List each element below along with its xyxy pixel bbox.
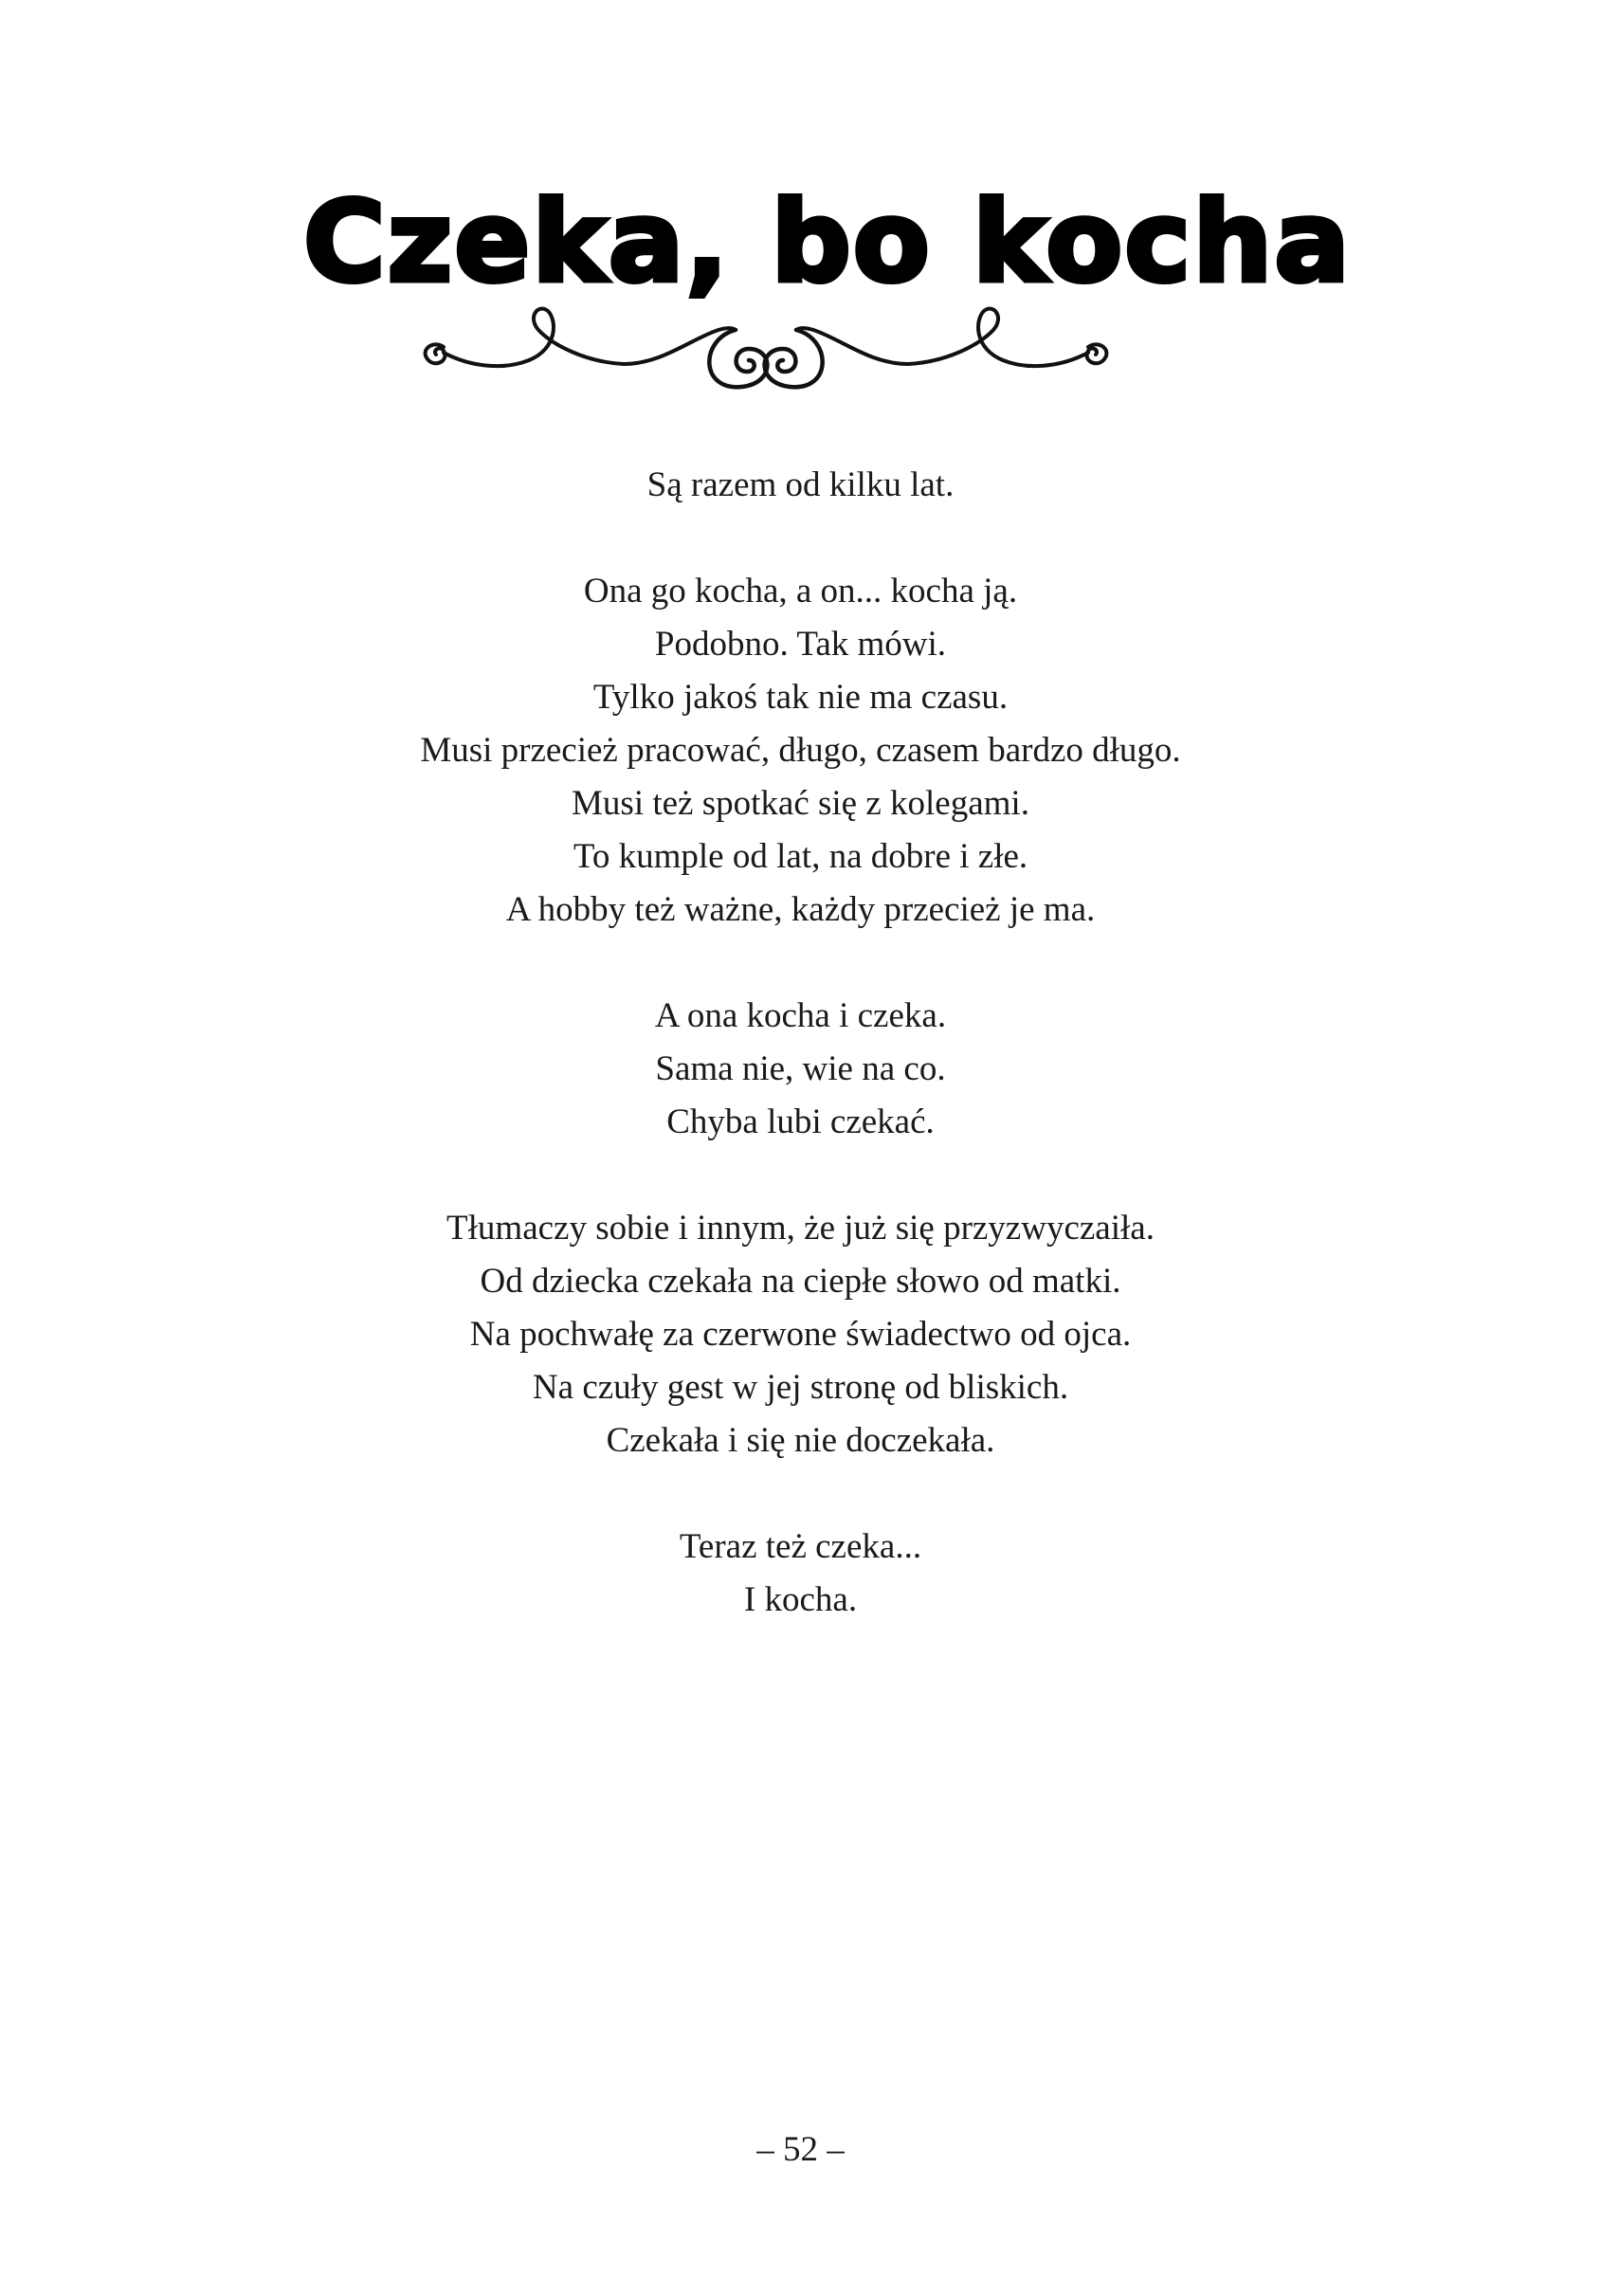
flourish-divider-icon (415, 301, 1117, 396)
poem-line: Sama nie, wie na co. (655, 1049, 946, 1088)
poem-line: Od dziecka czekała na ciepłe słowo od matki. (480, 1262, 1121, 1301)
poem-line: Na pochwałę za czerwone świadectwo od ojca. (469, 1315, 1132, 1354)
poem-line: Czekała i się nie doczekała. (606, 1421, 995, 1460)
poem-line: Musi też spotkać się z kolegami. (572, 784, 1029, 823)
poem-line: Podobno. Tak mówi. (654, 625, 947, 664)
poem-line: Musi przecież pracować, długo, czasem bardzo długo. (420, 731, 1181, 770)
page-title: Czeka, bo kocha (303, 176, 1352, 307)
poem-stanza (0, 459, 1601, 512)
poem-line: Są razem od kilku lat. (646, 465, 955, 504)
poem-line: Na czuły gest w jej stronę od bliskich. (532, 1368, 1069, 1407)
poem-line: Tłumaczy sobie i innym, że już się przyzwyczaiła. (446, 1209, 1155, 1248)
poem-stanza (0, 1521, 1601, 1627)
poem-line: A hobby też ważne, każdy przecież je ma. (505, 890, 1096, 929)
poem-line: Chyba lubi czekać. (666, 1102, 935, 1141)
poem (0, 459, 1601, 1627)
poem-stanza (0, 565, 1601, 937)
poem-line: Tylko jakoś tak nie ma czasu. (592, 678, 1009, 717)
poem-line: Teraz też czeka... (679, 1527, 922, 1566)
page-number: – 52 – (756, 2130, 845, 2169)
poem-line: Ona go kocha, a on... kocha ją. (583, 572, 1018, 610)
poem-stanza (0, 1202, 1601, 1467)
poem-line: I kocha. (743, 1580, 858, 1619)
poem-line: A ona kocha i czeka. (654, 996, 947, 1035)
poem-line: To kumple od lat, na dobre i złe. (573, 837, 1028, 876)
poem-stanza (0, 990, 1601, 1149)
